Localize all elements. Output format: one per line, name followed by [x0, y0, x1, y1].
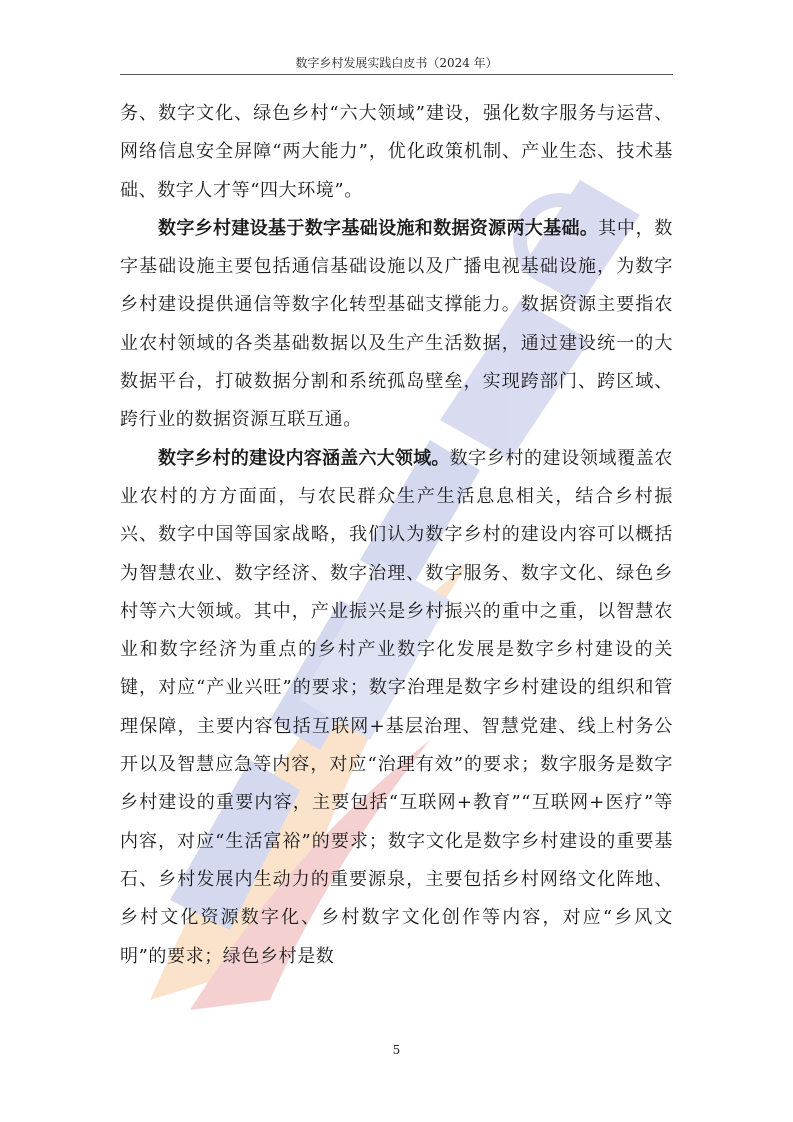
paragraph-3 [120, 440, 673, 976]
page-number: 5 [392, 1043, 401, 1057]
paragraph-2-text: 其中，数字基础设施主要包括通信基础设施以及广播电视基础设施，为数字乡村建设提供通信等数字化转型基础支撑能力。数据资源主要指农业农村领域的各类基础数据以及生产生活数据，通过建设统一的大数据平台，打破数据分割和系统孤岛壁垒，实现跨部门、跨区域、跨行业的数据资源互联互通。 [120, 217, 673, 431]
page-header: 数字乡村发展实践白皮书（2024 年） [295, 56, 498, 70]
paragraph-1-text: 务、数字文化、绿色乡村“六大领域”建设，强化数字服务与运营、网络信息安全屏障“两大能力”，优化政策机制、产业生态、技术基础、数字人才等“四大环境”。 [120, 103, 673, 201]
paragraph-2-lead: 数字乡村建设基于数字基础设施和数据资源两大基础。 [158, 217, 599, 239]
paragraph-2 [120, 210, 673, 440]
paragraph-3-text: 数字乡村的建设领域覆盖农业农村的方方面面，与农民群众生产生活息息相关，结合乡村振兴、数字中国等国家战略，我们认为数字乡村的建设内容可以概括为智慧农业、数字经济、数字治理、数字服务、数字文化、绿色乡村等六大领域。其中，产业振兴是乡村振兴的重中之重，以智慧农业和数字经济为重点的乡村产业数字化发展是数字乡村建设的关键，对应“产业兴旺”的要求；数字治理是数字乡村建设的组织和管理保障，主要内容包括互联网+基层治理、智慧党建、线上村务公开以及智慧应急等内容，对应“治理有效”的要求；数字服务是数字乡村建设的重要内容，主要包括“互联网+教育”“互联网+医疗”等内容，对应“生活富裕”的要求；数字文化是数字乡村建设的重要基石、乡村发展内生动力的重要源泉，主要包括乡村网络文化阵地、乡村文化资源数字化、乡村数字文化创作等内容，对应“乡风文明”的要求；绿色乡村是数 [120, 447, 674, 967]
paragraph-1 [120, 95, 673, 210]
header-divider [120, 74, 673, 75]
document-body [120, 95, 673, 976]
paragraph-3-lead: 数字乡村的建设内容涵盖六大领域。 [158, 447, 450, 469]
